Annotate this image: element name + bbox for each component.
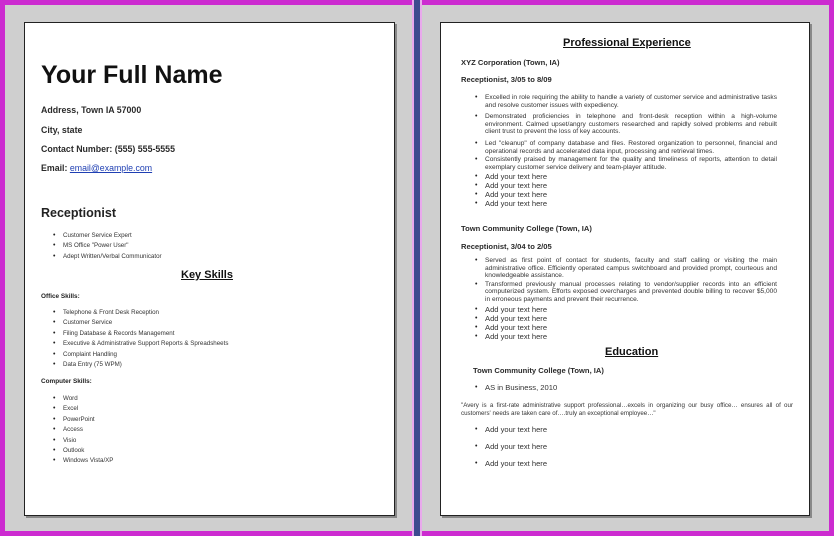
list-item: • Access [53,425,113,435]
city-line: City, state [41,125,83,135]
list-item: • Transformed previously manual processes relating to vendor/supplier records into an efficient computerized system. Efforts exposed overcharges and prevented double billing to recover $5,000 in erroneous payments and prevent their recurrence. [475,281,777,304]
list-item: • Visio [53,436,113,446]
list-item: • Add your text here [475,305,777,314]
job-role: Receptionist, 3/05 to 8/09 [461,75,552,84]
list-item: • Add your text here [475,190,777,199]
job-role: Receptionist, 3/04 to 2/05 [461,242,552,251]
office-skills-list [53,308,228,370]
list-item: • Add your text here [475,332,777,341]
objective-list [53,231,162,262]
email-link[interactable]: email@example.com [69,163,153,173]
list-item: • PowerPoint [53,415,113,425]
resume-page-left [24,22,395,516]
list-item: • Add your text here [475,199,777,208]
objective-title: Receptionist [41,206,117,220]
list-item: • Outlook [53,446,113,456]
list-item: • Add your text here [475,172,777,181]
list-item: • Add your text here [475,442,765,451]
list-item: • Word [53,394,113,404]
computer-skills-label: Computer Skills: [41,378,92,385]
list-item: • Filing Database & Records Management [53,329,228,339]
additional-list [475,425,765,468]
list-item: • Executive & Administrative Support Reports & Spreadsheets [53,339,228,349]
list-item: • Demonstrated proficiencies in telephone and front-desk reception within a high-volume environment. Calmed upset/angry customers researched and rapidly solved problems and rebuilt client trust to prevent the loss of key accounts. [475,113,777,136]
education-list [475,383,765,392]
key-skills-title: Key Skills [181,269,233,281]
job-bullets [475,94,777,208]
office-skills-label: Office Skills: [41,293,80,300]
resume-page-right [440,22,810,516]
list-item: • Add your text here [475,181,777,190]
job-company: XYZ Corporation (Town, IA) [461,58,560,67]
list-item: • Excelled in role requiring the ability to handle a variety of customer service and administrative tasks and resolve customer issues with expediency. [475,94,777,109]
list-item: • Adept Written/Verbal Communicator [53,252,162,262]
list-item: • Excel [53,404,113,414]
computer-skills-list [53,394,113,467]
list-item: • Telephone & Front Desk Reception [53,308,228,318]
list-item: • Add your text here [475,314,777,323]
list-item: • Led "cleanup" of company database and files. Restored organization to personnel, financial and operational records and accelerated data input, processing and retrieval times. [475,140,777,155]
list-item: • Add your text here [475,323,777,332]
list-item: • MS Office "Power User" [53,241,162,251]
job-company: Town Community College (Town, IA) [461,224,592,233]
address-line: Address, Town IA 57000 [41,105,142,115]
list-item: • Windows Vista/XP [53,456,113,466]
page-divider [412,0,422,536]
list-item: • Data Entry (75 WPM) [53,360,228,370]
testimonial-quote: "Avery is a first-rate administrative support professional…excels in organizing our busy office… ensures all of our customers' needs are taken care of….truly an exceptional employee…" [461,402,793,417]
full-name-heading: Your Full Name [41,61,223,89]
list-item: • Complaint Handling [53,350,228,360]
email-label: Email: [41,163,70,173]
job-bullets [475,257,777,341]
list-item: • Add your text here [475,425,765,434]
list-item: • Customer Service [53,318,228,328]
education-school: Town Community College (Town, IA) [473,366,604,375]
list-item: • Add your text here [475,459,765,468]
list-item: • AS in Business, 2010 [475,383,765,392]
experience-title: Professional Experience [563,37,691,49]
contact-number-line: Contact Number: (555) 555-5555 [41,144,175,154]
list-item: • Served as first point of contact for students, faculty and staff calling or visiting the main administrative office. Efficiently operated campus switchboard and provided prompt, courteous and knowledgeable assistance. [475,257,777,280]
list-item: • Customer Service Expert [53,231,162,241]
list-item: • Consistently praised by management for the quality and timeliness of reports, attention to detail exemplary customer service delivery and team-player attitude. [475,156,777,171]
education-title: Education [605,346,659,358]
email-line [41,163,152,173]
